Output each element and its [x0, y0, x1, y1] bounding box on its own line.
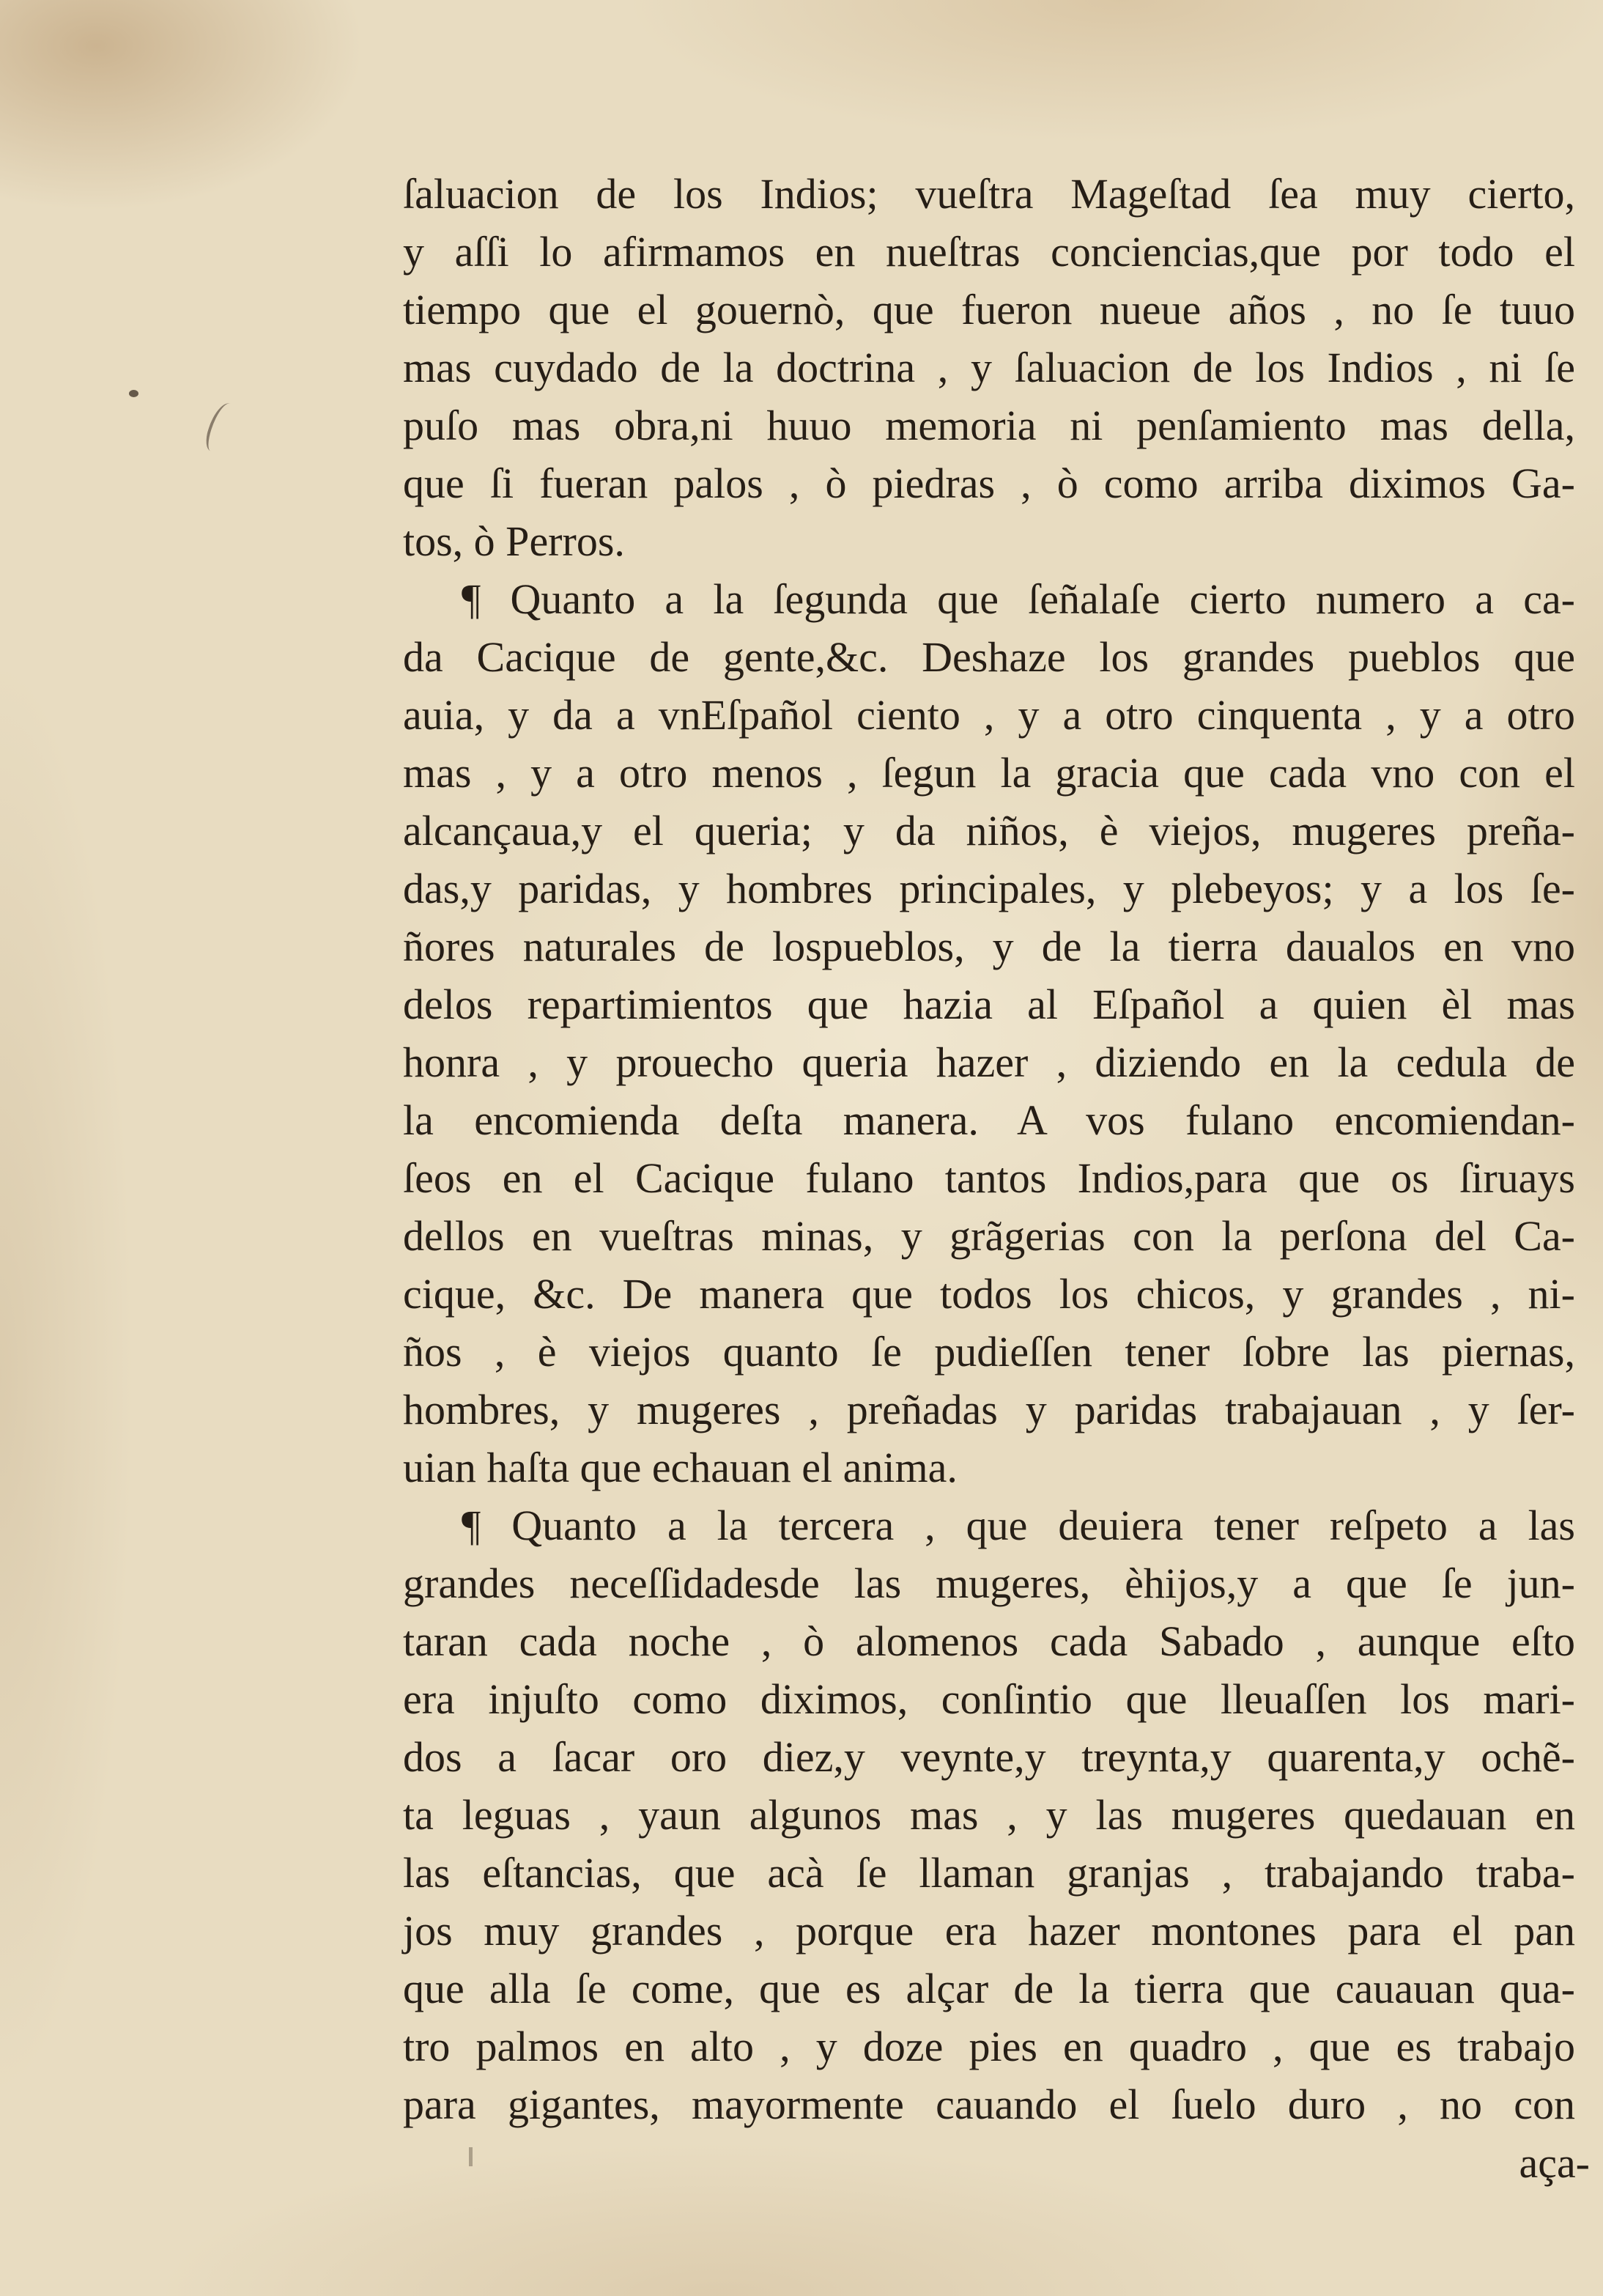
text-line: las eſtancias, que acà ſe llaman granjas , trabajando traba- [403, 1849, 1575, 1897]
paragraph-start-line: ¶ Quanto a la ſegunda que ſeñalaſe cierto numero a ca- [462, 575, 1575, 623]
text-line: dos a ſacar oro diez,y veynte,y treynta,y quarenta,y ochẽ- [403, 1733, 1575, 1781]
ink-mark [202, 399, 239, 455]
ink-mark [469, 2147, 473, 2166]
text-line: alcançaua,y el queria; y da niños, è viejos, mugeres preña- [403, 807, 1575, 854]
text-line: jos muy grandes , porque era hazer montones para el pan [403, 1907, 1575, 1954]
text-line: y aſſi lo afirmamos en nueſtras conciencias,que por todo el [403, 228, 1575, 276]
text-line: hombres, y mugeres , preñadas y paridas trabajauan , y ſer- [403, 1386, 1575, 1433]
text-line: ta leguas , yaun algunos mas , y las mugeres quedauan en [403, 1791, 1575, 1839]
text-line: das,y paridas, y hombres principales, y plebeyos; y a los ſe- [403, 865, 1575, 912]
text-line: puſo mas obra,ni huuo memoria ni penſamiento mas della, [403, 402, 1575, 449]
text-line: tro palmos en alto , y doze pies en quadro , que es trabajo [403, 2023, 1575, 2070]
text-line: que alla ſe come, que es alçar de la tierra que cauauan qua- [403, 1965, 1575, 2012]
paragraph-end-line: tos, ò Perros. [403, 517, 625, 565]
text-line: mas , y a otro menos , ſegun la gracia que cada vno con el [403, 749, 1575, 797]
text-line: era injuſto como diximos, conſintio que lleuaſſen los mari- [403, 1675, 1575, 1723]
text-line: ſaluacion de los Indios; vueſtra Mageſtad ſea muy cierto, [403, 170, 1575, 218]
paragraph-end-line: uian haſta que echauan el anima. [403, 1444, 958, 1491]
text-line: taran cada noche , ò alomenos cada Sabado , aunque eſto [403, 1617, 1575, 1665]
text-line: la encomienda deſta manera. A vos fulano encomiendan- [403, 1096, 1575, 1144]
text-line: que ſi fueran palos , ò piedras , ò como arriba diximos Ga- [403, 459, 1575, 507]
text-block [403, 165, 1575, 2133]
text-line: para gigantes, mayormente cauando el ſuelo duro , no con [403, 2081, 1575, 2128]
text-line: tiempo que el gouernò, que fueron nueue años , no ſe tuuo [403, 286, 1575, 333]
text-line: cique, &c. De manera que todos los chicos, y grandes , ni- [403, 1270, 1575, 1318]
text-line: da Cacique de gente,&c. Deshaze los grandes pueblos que [403, 633, 1575, 681]
text-line: auia, y da a vnEſpañol ciento , y a otro cinquenta , y a otro [403, 691, 1575, 739]
text-line: honra , y prouecho queria hazer , diziendo en la cedula de [403, 1038, 1575, 1086]
text-line: ſeos en el Cacique fulano tantos Indios,para que os ſiruays [403, 1154, 1575, 1202]
text-line: dellos en vueſtras minas, y grãgerias con la perſona del Ca- [403, 1212, 1575, 1260]
text-line: grandes neceſſidadesde las mugeres, èhijos,y a que ſe jun- [403, 1559, 1575, 1607]
text-line: ñores naturales de lospueblos, y de la tierra daualos en vno [403, 923, 1575, 970]
paragraph-start-line: ¶ Quanto a la tercera , que deuiera tener reſpeto a las [462, 1502, 1575, 1549]
catchword: aça- [1519, 2139, 1590, 2187]
text-line: ños , è viejos quanto ſe pudieſſen tener ſobre las piernas, [403, 1328, 1575, 1376]
text-line: delos repartimientos que hazia al Eſpañol a quien èl mas [403, 981, 1575, 1028]
ink-speck [129, 390, 138, 397]
text-line: mas cuydado de la doctrina , y ſaluacion de los Indios , ni ſe [403, 344, 1575, 391]
